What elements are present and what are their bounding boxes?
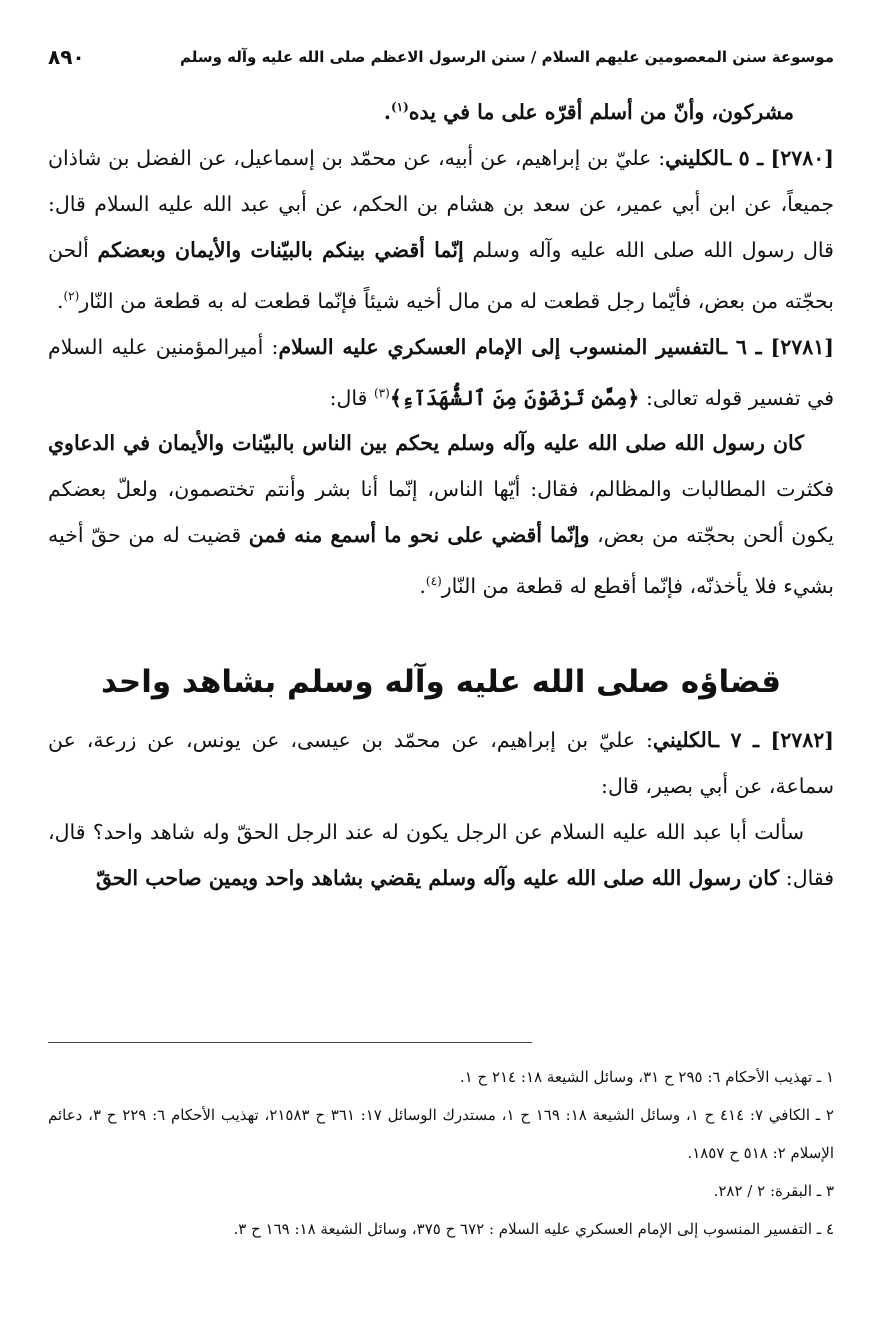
intro-line: مشركون، وأنّ من أسلم أقرّه على ما في يده xyxy=(408,99,794,124)
footnote-2: ٢ ـ الكافي ٧: ٤١٤ ح ١، وسائل الشيعة ١٨: ١٦٩ ح ١، مستدرك الوسائل ١٧: ٣٦١ ح ٢١٥٨٣، تهذيب الأحكام ٦: ٢٢٩ ح ٣، دعائم الإسلام ٢: ٥١٨ ح ١٨٥٧. xyxy=(48,1106,834,1162)
hadith-2782 xyxy=(48,717,834,809)
hadith-2780: [٢٧٨٠] ـ ٥ ـالكليني: عليّ بن إبراهيم، عن أبيه، عن محمّد بن إسماعيل، عن الفضل بن شاذان جميعاً، عن ابن أبي عمير، عن سعد بن هشام بن الحكم، عن أبي عبد الله عليه السلام قال: قال رسول الله صلى الله عليه وآله وسلم إنّما أقضي بينكم بالبيّنات والأيمان وبعضكم ألحن بحجّته من بعض، فأيّما رجل قطعت له من مال أخيه شيئاً فإنّما قطعت له به قطعة من النّار$^{(٢)}$. xyxy=(48,145,834,313)
footnote-4: ٤ ـ التفسير المنسوب إلى الإمام العسكري عليه السلام : ٦٧٢ ح ٣٧٥، وسائل الشيعة ١٨: ١٦٩ ح ٣. xyxy=(233,1220,834,1238)
quran-verse: ﴿مِمَّن تَرْضَوْنَ مِنَ ٱلشُّهَدَآءِ﴾ xyxy=(389,385,640,410)
footnote-ref-4: (٤) xyxy=(425,574,442,589)
footnotes xyxy=(48,1058,834,1248)
running-title: موسوعة سنن المعصومين عليهم السلام / سنن الرسول الاعظم صلى الله عليه وآله وسلم xyxy=(179,48,834,66)
hadith-number: [٢٧٨١] ـ ٦ ـ xyxy=(720,334,834,359)
hadith-2781-quote: كان رسول الله صلى الله عليه وآله وسلم يحكم بين الناس بالبيّنات والأيمان في الدعاوي فكثرت المطالبات والمظالم، فقال: أيّها الناس، إنّما أنا بشر وأنتم تختصمون، ولعلّ بعضكم يكون ألحن بحجّته من بعض، وإنّما أقضي على نحو ما أسمع منه فمن قضيت له من حقّ أخيه بشيء فلا يأخذنّه، فإنّما أقطع له قطعة من النّار$^{(٤)}$. xyxy=(48,431,834,599)
hadith-source: التفسير المنسوب إلى الإمام العسكري عليه السلام xyxy=(278,334,721,359)
main-text xyxy=(48,84,834,901)
hadith-chain: : عليّ بن إبراهيم، عن محمّد بن عيسى، عن يونس، عن زرعة، عن سماعة، عن أبي بصير، قال: xyxy=(48,728,834,799)
hadith-quote-bold-2: وإنّما أقضي على نحو ما أسمع منه فمن xyxy=(248,523,590,548)
hadith-quote-rest: ألحن بحجّته من بعض، فأيّما رجل قطعت له من مال أخيه شيئاً فإنّما قطعت له به قطعة من النّار xyxy=(48,237,834,313)
hadith-2781 xyxy=(48,324,834,421)
footnote-divider xyxy=(48,1042,532,1043)
hadith-2782-question xyxy=(48,809,834,901)
hadith-quote-normal-2: قضيت له من حقّ أخيه بشيء فلا يأخذنّه، فإنّما أقطع له قطعة من النّار xyxy=(48,523,834,599)
after-verse: قال: xyxy=(329,385,368,410)
hadith-chain: : عليّ بن إبراهيم، عن أبيه، عن محمّد بن إسماعيل، عن الفضل بن شاذان جميعاً، عن ابن أبي عمير، عن سعد بن هشام بن الحكم، عن أبي عبد الله عليه السلام قال: قال رسول الله صلى الله عليه وآله وسلم xyxy=(48,145,834,262)
footnote-ref-1: (١) xyxy=(390,100,409,114)
hadith-quote-bold: كان رسول الله صلى الله عليه وآله وسلم يحكم بين الناس بالبيّنات والأيمان في الدعاوي xyxy=(48,431,804,456)
hadith-quote-normal: فكثرت المطالبات والمظالم، فقال: أيّها الناس، إنّما أنا بشر وأنتم تختصمون، ولعلّ بعضكم يكون ألحن بحجّته من بعض، xyxy=(48,477,834,548)
hadith-number: [٢٧٨٢] ـ ٧ ـ xyxy=(712,728,834,753)
hadith-answer-intro: قال، فقال: xyxy=(48,820,834,891)
intro-paragraph: مشركون، وأنّ من أسلم أقرّه على ما في يده$^{(١)}$. xyxy=(383,99,794,124)
footnote-3: ٣ ـ البقرة: ٢ / ٢٨٢. xyxy=(713,1182,834,1200)
hadith-answer-bold: كان رسول الله صلى الله عليه وآله وسلم يقضي بشاهد واحد ويمين صاحب الحقّ xyxy=(95,866,780,891)
footnote-1: ١ ـ تهذيب الأحكام ٦: ٢٩٥ ح ٣١، وسائل الشيعة ١٨: ٢١٤ ح ١. xyxy=(459,1068,834,1086)
hadith-question: سألت أبا عبد الله عليه السلام عن الرجل يكون له عند الرجل الحقّ وله شاهد واحد؟ xyxy=(92,820,804,845)
hadith-number: [٢٧٨٠] ـ ٥ ـ xyxy=(725,145,834,170)
footnote-ref-3: (٣) xyxy=(373,385,390,400)
page-number: ٨٩٠ xyxy=(48,45,85,69)
page-header xyxy=(48,40,834,74)
hadith-quote-bold: إنّما أقضي بينكم بالبيّنات والأيمان وبعضكم xyxy=(97,237,464,262)
hadith-source: الكليني xyxy=(665,145,726,170)
hadith-intro: : أميرالمؤمنين عليه السلام في تفسير قوله تعالى: xyxy=(48,334,834,410)
hadith-source: الكليني xyxy=(652,728,713,753)
footnote-ref-2: (٢) xyxy=(63,288,80,303)
section-heading: قضاؤه صلى الله عليه وآله وسلم بشاهد واحد xyxy=(100,664,781,701)
